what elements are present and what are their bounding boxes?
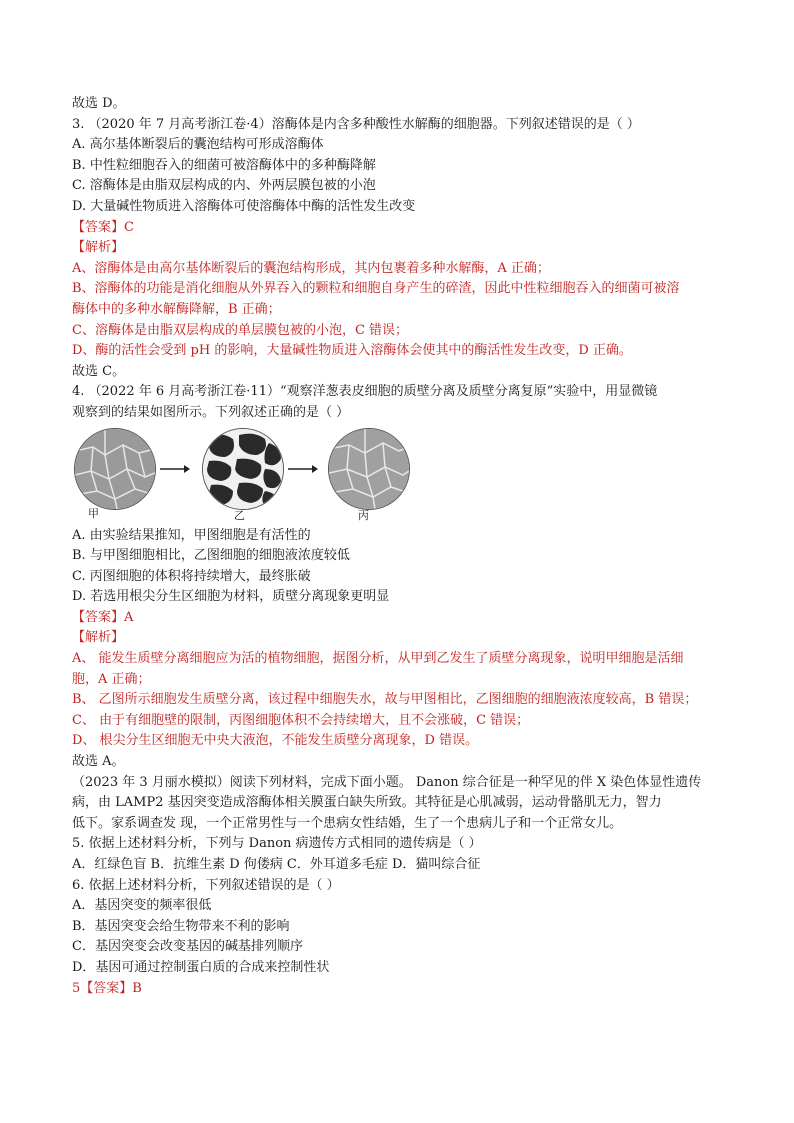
text-line-m21: C．基因突变会改变基因的碱基排列顺序 <box>72 939 303 955</box>
document-page <box>72 94 732 999</box>
text-line-m1: A. 由实验结果推知，甲图细胞是有活性的 <box>72 527 311 543</box>
text-line-m3: C. 丙图细胞的体积将持续增大，最终胀破 <box>72 568 311 584</box>
cell-image-jia <box>74 428 156 510</box>
text-line-m2: B. 与甲图细胞相比，乙图细胞的细胞液浓度较低 <box>72 548 350 564</box>
text-line-m19: A．基因突变的频率很低 <box>72 898 212 914</box>
text-line-l10: B、溶酶体的功能是消化细胞从外界吞入的颗粒和细胞自身产生的碎渣，因此中性粒细胞吞入的细菌可被溶 <box>72 281 680 297</box>
text-line-m9: B、 乙图所示细胞发生质壁分离，该过程中细胞失水，故与甲图相比，乙图细胞的细胞液浓度较高，B 错误； <box>72 692 698 708</box>
text-line-l14: 故选 C。 <box>72 363 126 379</box>
text-line-m4: D. 若选用根尖分生区细胞为材料，质壁分离现象更明显 <box>72 589 390 605</box>
text-line-m8: 胞，A 正确； <box>72 671 151 687</box>
text-line-m15: 低下。家系调查发 现，一个正常男性与一个患病女性结婚，生了一个患病儿子和一个正常女儿。 <box>72 815 623 831</box>
arrow-right-icon <box>160 464 190 474</box>
text-line-m5: 【答案】A <box>72 609 134 625</box>
figure-label-yi: 乙 <box>234 508 245 522</box>
text-line-m18: 6. 依据上述材料分析，下列叙述错误的是（ ） <box>72 877 340 893</box>
text-line-l6: D. 大量碱性物质进入溶酶体可使溶酶体中酶的活性发生改变 <box>72 198 416 214</box>
text-line-m10: C、 由于有细胞壁的限制，丙图细胞体积不会持续增大，且不会涨破，C 错误； <box>72 712 530 728</box>
cell-image-yi <box>202 428 284 510</box>
text-line-l8: 【解析】 <box>72 240 125 256</box>
text-line-l3: A. 高尔基体断裂后的囊泡结构可形成溶酶体 <box>72 137 324 153</box>
arrow-right-icon <box>288 464 318 474</box>
question-3-section <box>72 94 732 424</box>
text-line-m23: 5【答案】B <box>72 980 142 996</box>
text-line-l15: 4. （2022 年 6 月高考浙江卷·11）“观察洋葱表皮细胞的质壁分离及质壁分离复原”实验中，用显微镜 <box>72 384 658 400</box>
text-line-l12: C、溶酶体是由脂双层构成的单层膜包被的小泡，C 错误； <box>72 322 409 338</box>
text-line-l9: A、溶酶体是由高尔基体断裂后的囊泡结构形成，其内包裹着多种水解酶，A 正确； <box>72 260 550 276</box>
text-line-l16: 观察到的结果如图所示。下列叙述正确的是（ ） <box>72 404 350 420</box>
text-line-m17: A．红绿色盲 B．抗维生素 D 佝偻病 C．外耳道多毛症 D．猫叫综合征 <box>72 857 481 872</box>
text-line-m13: （2023 年 3 月丽水模拟）阅读下列材料，完成下面小题。 Danon 综合征是一种罕见的伴 X 染色体显性遗传 <box>72 774 702 790</box>
text-line-l13: D、酶的活性会受到 pH 的影响，大量碱性物质进入溶酶体会使其中的酶活性发生改变，D 正确。 <box>72 343 632 359</box>
text-line-m11: D、 根尖分生区细胞无中央大液泡，不能发生质壁分离现象，D 错误。 <box>72 733 479 749</box>
text-line-m22: D．基因可通过控制蛋白质的合成来控制性状 <box>72 959 330 975</box>
text-line-l11: 酶体中的多种水解酶降解，B 正确； <box>72 301 281 317</box>
text-line-l7: 【答案】C <box>72 219 134 235</box>
cell-image-bing <box>328 428 410 510</box>
text-line-m7: A、 能发生质壁分离细胞应为活的植物细胞，据图分析，从甲到乙发生了质壁分离现象，说明甲细胞是活细 <box>72 651 684 667</box>
text-line-m20: B．基因突变会给生物带来不利的影响 <box>72 918 290 934</box>
text-line-l1: 故选 D。 <box>72 96 126 111</box>
text-line-l4: B. 中性粒细胞吞入的细菌可被溶酶体中的多种酶降解 <box>72 157 376 173</box>
text-line-m16: 5. 依据上述材料分析，下列与 Danon 病遗传方式相同的遗传病是（ ） <box>72 836 482 852</box>
text-line-l5: C. 溶酶体是由脂双层构成的内、外两层膜包被的小泡 <box>72 178 376 194</box>
text-line-m14: 病，由 LAMP2 基因突变造成溶酶体相关膜蛋白缺失所致。其特征是心肌减弱，运动骨骼肌无力，智力 <box>72 795 662 811</box>
microscope-figure <box>72 428 732 520</box>
figure-label-jia: 甲 <box>88 506 99 520</box>
figure-label-bing: 丙 <box>358 508 369 522</box>
question-4-to-6-section <box>72 526 732 1000</box>
text-line-m12: 故选 A。 <box>72 754 125 770</box>
text-line-l2: 3. （2020 年 7 月高考浙江卷·4）溶酶体是内含多种酸性水解酶的细胞器。下列叙述错误的是（ ） <box>72 116 640 132</box>
text-line-m6: 【解析】 <box>72 630 125 646</box>
